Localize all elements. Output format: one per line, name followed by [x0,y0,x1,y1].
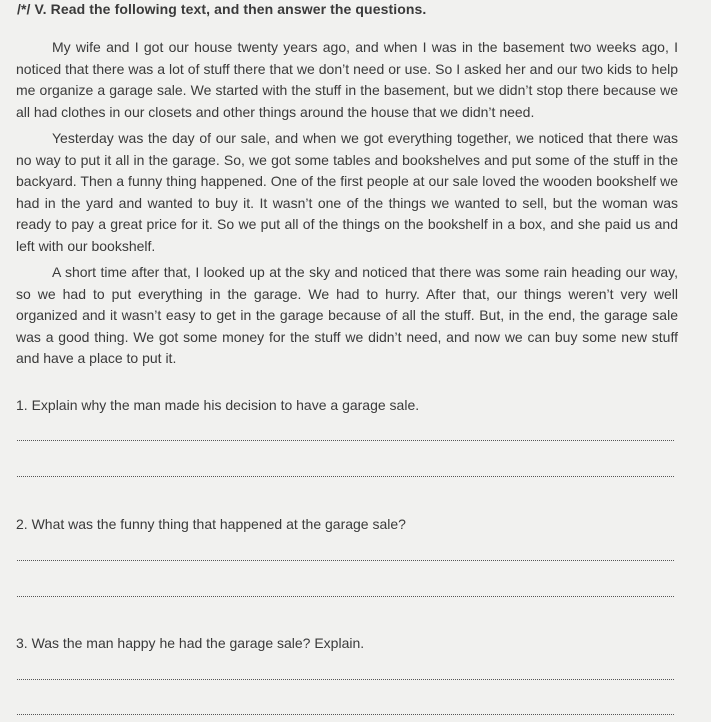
section-heading: /*/ V. Read the following text, and then answer the questions. [17,1,427,17]
passage-paragraph: My wife and I got our house twenty years ago, and when I was in the basement two weeks ago, I noticed that there was a lot of stuff there that we don’t need or use. So I asked her and our two kids to help me organize a garage sale. We started with the stuff in the basement, but we didn’t stop there because we all had clothes in our closets and other things around the house that we didn’t need. [16,39,678,120]
passage-paragraph: Yesterday was the day of our sale, and when we got everything together, we noticed that there was no way to put it all in the garage. So, we got some tables and bookshelves and put some of the stuff in the backyard. Then a funny thing happened. One of the first people at our sale loved the wooden bookshelf we had in the yard and wanted to buy it. It wasn’t one of the things we wanted to sell, but the woman was ready to pay a great price for it. So we put all of the things on the bookshelf in a box, and she paid us and left with our bookshelf. [16,130,678,254]
answer-line[interactable] [17,596,674,597]
answer-line[interactable] [17,679,674,680]
question-text: 2. What was the funny thing that happened at the garage sale? [16,516,406,532]
question-1 [16,396,678,414]
question-2 [16,515,678,533]
passage-paragraph: A short time after that, I looked up at the sky and noticed that there was some rain heading our way, so we had to put everything in the garage. We had to hurry. After that, our things weren’t very well organized and it wasn’t easy to get in the garage because of all the stuff. But, in the end, the garage sale was a good thing. We got some money for the stuff we didn’t need, and now we can buy some new stuff and have a place to put it. [16,264,678,366]
answer-line[interactable] [17,714,674,715]
question-text: 3. Was the man happy he had the garage sale? Explain. [16,635,365,651]
answer-line[interactable] [17,560,674,561]
answer-line[interactable] [17,440,674,441]
question-3 [16,634,678,652]
question-text: 1. Explain why the man made his decision to have a garage sale. [16,397,420,413]
answer-line[interactable] [17,476,674,477]
reading-passage [16,37,678,375]
